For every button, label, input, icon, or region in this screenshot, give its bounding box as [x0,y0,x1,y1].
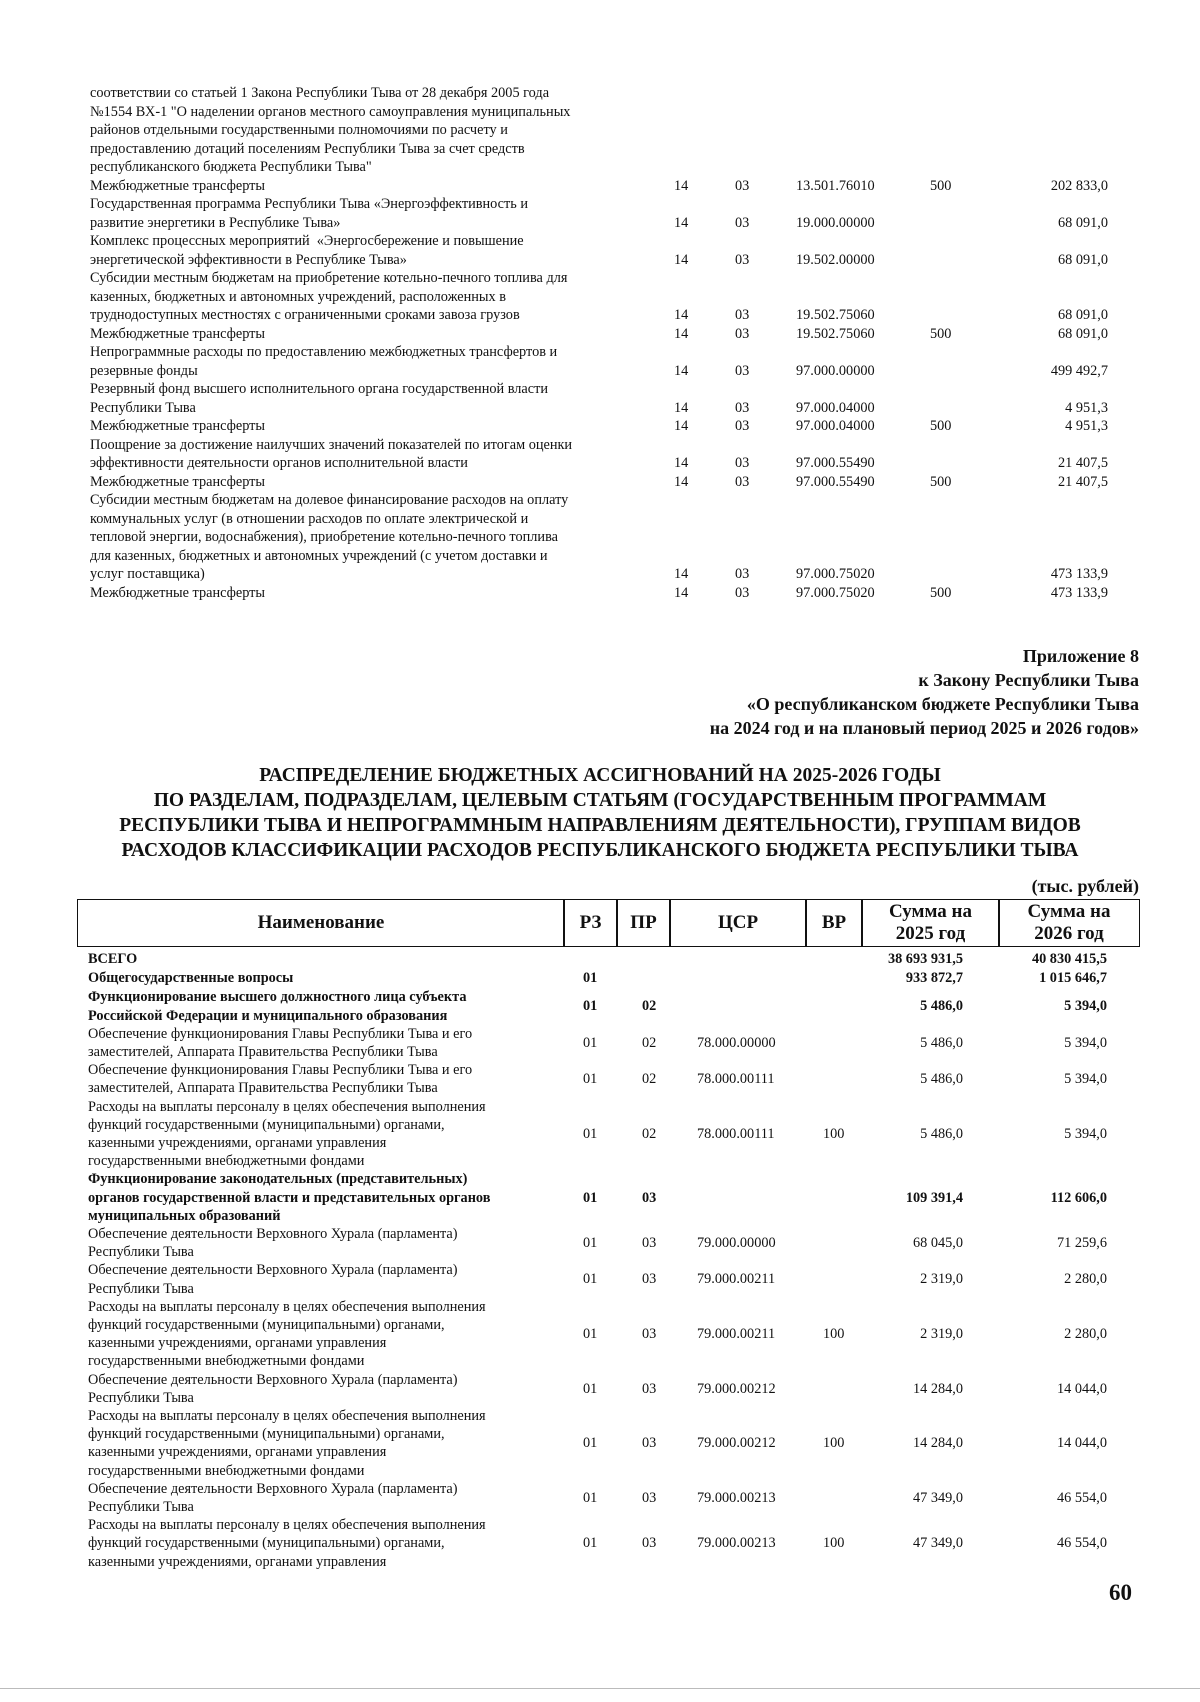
table-row [0,988,1200,1024]
row-pr: 03 [735,418,750,434]
row-name-line: Республики Тыва [88,1280,194,1297]
row-name-line: Межбюджетные трансферты [90,418,266,434]
row-rz: 01 [583,970,598,987]
row-csr: 97.000.04000 [796,418,875,434]
row-rz: 01 [583,1125,598,1142]
row-name-line: Расходы на выплаты персоналу в целях обеспечения выполнения [88,1298,486,1315]
row-sum-2026: 5 394,0 [1064,998,1107,1015]
title-line: ПО РАЗДЕЛАМ, ПОДРАЗДЕЛАМ, ЦЕЛЕВЫМ СТАТЬЯМ (ГОСУДАРСТВЕННЫМ ПРОГРАММАМ [153,790,1047,811]
header-sum-2026-line1: Сумма на [1027,901,1111,922]
row-sum-2025: 14 284,0 [912,1380,963,1397]
row-csr: 97.000.04000 [796,399,875,416]
row-name-line: Обеспечение деятельности Верховного Хурала (парламента) [88,1226,458,1242]
row-name-line: казенных, бюджетных и автономных учреждений, расположенных в [90,288,506,305]
row-vr: 100 [823,1326,845,1343]
row-name-line: резервные фонды [90,362,198,379]
table-row [0,195,1200,232]
row-pr: 03 [735,251,750,268]
table-row [0,84,1200,177]
appendix-line: Приложение 8 [1022,646,1139,666]
table-row [0,1098,1200,1171]
row-sum-2025: 68 045,0 [912,1235,963,1252]
row-rz: 14 [674,455,689,471]
row-csr: 19.502.75060 [796,325,875,342]
row-sum-2025: 933 872,7 [905,970,963,987]
row-sum-2025: 47 349,0 [912,1489,963,1506]
row-sum: 473 133,9 [1050,566,1108,582]
row-rz: 14 [674,325,689,342]
row-name-line: труднодоступных местностях с ограниченными сроками завоза грузов [90,307,520,323]
scan-edge-divider [0,1688,1200,1689]
row-name-line: развитие энергетики в Республике Тыва» [90,214,341,231]
row-sum: 68 091,0 [1057,251,1108,268]
row-name-line: муниципальных образований [88,1207,281,1224]
row-name-line: заместителей, Аппарата Правительства Республики Тыва [88,1043,438,1060]
row-sum-2025: 2 319,0 [920,1326,963,1343]
header-sum-2025-line1: Сумма на [889,901,972,922]
row-csr: 79.000.00213 [697,1535,776,1552]
row-name-line: №1554 ВХ-1 "О наделении органов местного самоуправления муниципальных [90,103,571,120]
row-csr: 79.000.00211 [697,1271,776,1288]
row-sum: 4 951,3 [1065,418,1108,434]
table-row [0,269,1200,325]
row-sum: 68 091,0 [1057,325,1108,342]
row-rz: 14 [674,251,689,268]
row-sum-2026: 5 394,0 [1064,1071,1107,1088]
row-pr: 02 [642,1125,657,1142]
row-pr: 03 [735,177,750,194]
row-sum-2025: 14 284,0 [912,1435,963,1452]
row-pr: 03 [735,214,750,231]
row-name-line: Обеспечение деятельности Верховного Хурала (парламента) [88,1371,458,1388]
row-name-line: республиканского бюджета Республики Тыва" [90,159,372,175]
row-name-line: государственными внебюджетными фондами [88,1153,365,1170]
row-rz: 01 [583,1535,598,1552]
row-csr: 97.000.75020 [796,566,875,582]
row-rz: 01 [583,1326,598,1343]
appendix-line: к Закону Республики Тыва [918,670,1139,690]
title-line: РАСХОДОВ КЛАССИФИКАЦИИ РАСХОДОВ РЕСПУБЛИКАНСКОГО БЮДЖЕТА РЕСПУБЛИКИ ТЫВА [121,840,1079,861]
row-sum: 473 133,9 [1050,584,1108,601]
header-csr: ЦСР [669,899,807,947]
row-rz: 14 [674,362,689,379]
row-rz: 01 [583,1271,598,1288]
header-name: Наименование [77,899,565,947]
row-sum-2025: 5 486,0 [920,998,963,1015]
row-name-line: тепловой энергии, водоснабжения), приобретение котельно-печного топлива [90,529,558,545]
table-row [0,491,1200,584]
row-sum-2026: 14 044,0 [1056,1380,1107,1397]
row-sum-2025: 38 693 931,5 [887,951,963,967]
row-sum-2025: 47 349,0 [912,1535,963,1552]
row-sum-2026: 1 015 646,7 [1039,970,1107,987]
row-name-line: казенными учреждениями, органами управления [88,1444,387,1461]
table-row [0,417,1200,436]
header-sum-2026 [998,899,1140,947]
row-name-line: Республики Тыва [90,399,196,416]
row-name-line: функций государственными (муниципальными) органами, [88,1116,445,1133]
row-name-line: функций государственными (муниципальными) органами, [88,1316,445,1333]
row-name-line: Функционирование высшего должностного лица субъекта [88,989,467,1006]
row-name-line: ВСЕГО [88,951,138,967]
row-sum-2026: 112 606,0 [1050,1189,1107,1206]
table-row [0,1298,1200,1371]
table-row [0,473,1200,492]
row-csr: 19.502.75060 [796,307,875,323]
row-rz: 01 [583,1380,598,1397]
row-name-line: Субсидии местным бюджетам на приобретение котельно-печного топлива для [90,270,568,286]
title-line: РЕСПУБЛИКИ ТЫВА И НЕПРОГРАММНЫМ НАПРАВЛЕНИЯМ ДЕЯТЕЛЬНОСТИ), ГРУППАМ ВИДОВ [119,815,1081,836]
row-name-line: функций государственными (муниципальными) органами, [88,1535,445,1552]
row-vr: 100 [823,1125,845,1142]
row-rz: 01 [583,1071,598,1088]
row-sum-2026: 71 259,6 [1056,1235,1107,1252]
table-row [0,343,1200,380]
row-sum-2025: 5 486,0 [920,1125,963,1142]
row-vr: 100 [823,1535,845,1552]
row-name-line: Республики Тыва [88,1498,194,1515]
row-name-line: Функционирование законодательных (представительных) [88,1171,468,1188]
row-name-line: энергетической эффективности в Республике Тыва» [90,251,407,268]
row-pr: 03 [735,566,750,582]
row-name-line: Поощрение за достижение наилучших значений показателей по итогам оценки [90,436,573,453]
row-sum: 68 091,0 [1057,307,1108,323]
row-name-line: заместителей, Аппарата Правительства Республики Тыва [88,1080,438,1097]
row-sum-2026: 5 394,0 [1064,1034,1107,1051]
row-rz: 14 [674,566,689,582]
row-name-line: Республики Тыва [88,1244,194,1261]
row-pr: 02 [642,998,657,1015]
row-name-line: Обеспечение функционирования Главы Республики Тыва и его [88,1025,473,1042]
row-sum-2025: 5 486,0 [920,1071,963,1088]
row-pr: 03 [642,1380,657,1397]
row-pr: 03 [642,1435,657,1452]
row-rz: 14 [674,473,689,490]
row-name-line: предоставлению дотаций поселениям Республики Тыва за счет средств [90,140,525,157]
row-rz: 14 [674,214,689,231]
appendix-line: на 2024 год и на плановый период 2025 и 2026 годов» [709,718,1139,738]
row-sum-2025: 2 319,0 [920,1271,963,1288]
table-row [0,1025,1200,1061]
row-csr: 97.000.55490 [796,473,875,490]
row-pr: 03 [642,1271,657,1288]
row-name-line: казенными учреждениями, органами управления [88,1134,387,1151]
row-name-line: Обеспечение деятельности Верховного Хурала (парламента) [88,1262,458,1279]
row-rz: 01 [583,1235,598,1252]
row-pr: 03 [735,325,750,342]
row-name-line: Межбюджетные трансферты [90,325,266,342]
row-name-line: для казенных, бюджетных и автономных учреждений (с учетом доставки и [90,547,548,564]
row-sum: 202 833,0 [1050,177,1108,194]
row-rz: 14 [674,584,689,601]
row-vr: 500 [930,177,952,194]
row-name-line: Обеспечение деятельности Верховного Хурала (парламента) [88,1480,458,1497]
page-number: 60 [1109,1580,1132,1605]
row-name-line: Государственная программа Республики Тыва «Энергоэффективность и [90,196,529,212]
row-name-line: Республики Тыва [88,1389,194,1406]
table-row [0,1480,1200,1516]
row-name-line: государственными внебюджетными фондами [88,1462,365,1479]
table-row [0,380,1200,417]
title-line: РАСПРЕДЕЛЕНИЕ БЮДЖЕТНЫХ АССИГНОВАНИЙ НА 2025-2026 ГОДЫ [259,765,941,786]
row-vr: 500 [930,584,952,601]
row-vr: 100 [823,1435,845,1452]
row-csr: 78.000.00000 [697,1034,776,1051]
row-name-line: Межбюджетные трансферты [90,584,266,601]
row-csr: 79.000.00212 [697,1435,776,1452]
row-name-line: Комплекс процессных мероприятий «Энергосбережение и повышение [90,233,524,249]
row-rz: 14 [674,177,689,194]
row-csr: 79.000.00213 [697,1489,776,1506]
row-sum: 21 407,5 [1057,455,1108,471]
table-row [0,177,1200,196]
row-name-line: Резервный фонд высшего исполнительного органа государственной власти [90,381,549,397]
row-name-line: Российской Федерации и муниципального образования [88,1007,448,1024]
row-pr: 03 [642,1535,657,1552]
table-row [0,1261,1200,1297]
row-csr: 79.000.00212 [697,1380,776,1397]
row-csr: 79.000.00000 [697,1235,776,1252]
row-name-line: Межбюджетные трансферты [90,473,266,490]
row-name-line: казенными учреждениями, органами управления [88,1553,387,1570]
row-rz: 01 [583,1034,598,1051]
header-sum-2025 [861,899,1000,947]
row-name-line: Расходы на выплаты персоналу в целях обеспечения выполнения [88,1098,486,1115]
row-rz: 14 [674,418,689,434]
row-name-line: эффективности деятельности органов исполнительной власти [90,455,468,471]
row-sum: 21 407,5 [1057,473,1108,490]
table-row [0,232,1200,269]
row-rz: 01 [583,998,598,1015]
table-row [0,1170,1200,1225]
row-pr: 02 [642,1071,657,1088]
row-name-line: соответствии со статьей 1 Закона Республики Тыва от 28 декабря 2005 года [90,85,550,101]
row-name-line: Непрограммные расходы по предоставлению межбюджетных трансфертов и [90,344,558,360]
row-name-line: коммунальных услуг (в отношении расходов по оплате электрической и [90,510,529,527]
row-name-line: Обеспечение функционирования Главы Республики Тыва и его [88,1062,473,1079]
row-rz: 14 [674,307,689,323]
row-name-line: услуг поставщика) [90,566,205,582]
row-pr: 03 [642,1489,657,1506]
header-vr: ВР [805,899,863,947]
row-name-line: казенными учреждениями, органами управления [88,1335,387,1352]
row-csr: 19.000.00000 [796,214,875,231]
row-csr: 79.000.00211 [697,1326,776,1343]
row-sum-2025: 5 486,0 [920,1034,963,1051]
row-sum: 68 091,0 [1057,214,1108,231]
row-sum-2026: 40 830 415,5 [1031,951,1107,967]
row-csr: 97.000.55490 [796,455,875,471]
row-name-line: Расходы на выплаты персоналу в целях обеспечения выполнения [88,1517,486,1534]
table-row [0,436,1200,473]
row-pr: 03 [642,1326,657,1343]
row-sum-2025: 109 391,4 [905,1189,963,1206]
row-rz: 01 [583,1189,598,1206]
row-pr: 02 [642,1034,657,1051]
row-csr: 78.000.00111 [697,1125,775,1142]
row-name-line: районов отдельными государственными полномочиями по расчету и [90,122,508,138]
table-row [0,584,1200,603]
row-pr: 03 [642,1189,657,1206]
row-vr: 500 [930,325,952,342]
header-pr: ПР [616,899,671,947]
row-rz: 14 [674,399,689,416]
row-name-line: Межбюджетные трансферты [90,177,266,194]
row-name-line: государственными внебюджетными фондами [88,1353,365,1370]
row-name-line: Общегосударственные вопросы [88,970,294,987]
row-pr: 03 [735,455,750,471]
row-vr: 500 [930,473,952,490]
row-rz: 01 [583,1489,598,1506]
row-name-line: Расходы на выплаты персоналу в целях обеспечения выполнения [88,1408,486,1424]
row-name-line: органов государственной власти и представительных органов [88,1189,491,1206]
units-label: (тыс. рублей) [1031,876,1139,896]
document-title [60,763,1140,863]
row-name-line: функций государственными (муниципальными) органами, [88,1426,445,1443]
table-row [0,1407,1200,1480]
appendix-reference [710,644,1139,740]
header-sum-2026-line2: 2026 год [1034,923,1104,944]
table-row [0,1516,1200,1571]
table-row [0,325,1200,344]
row-pr: 03 [735,399,750,416]
row-rz: 01 [583,1435,598,1452]
header-rz: РЗ [563,899,618,947]
row-csr: 97.000.75020 [796,584,875,601]
row-sum-2026: 5 394,0 [1064,1125,1107,1142]
row-sum-2026: 46 554,0 [1056,1535,1107,1552]
row-csr: 19.502.00000 [796,251,875,268]
row-csr: 97.000.00000 [796,362,875,379]
row-sum-2026: 2 280,0 [1064,1271,1107,1288]
row-pr: 03 [735,584,750,601]
row-pr: 03 [735,307,750,323]
row-pr: 03 [642,1235,657,1252]
table-row [0,969,1200,988]
table-row [0,950,1200,969]
row-sum-2026: 14 044,0 [1056,1435,1107,1452]
row-sum: 4 951,3 [1065,399,1108,416]
row-sum-2026: 2 280,0 [1064,1326,1107,1343]
row-pr: 03 [735,362,750,379]
row-name-line: Субсидии местным бюджетам на долевое финансирование расходов на оплату [90,492,569,508]
row-sum: 499 492,7 [1050,362,1108,379]
appendix-line: «О республиканском бюджете Республики Тыва [746,694,1139,714]
row-csr: 78.000.00111 [697,1071,775,1088]
row-sum-2026: 46 554,0 [1056,1489,1107,1506]
table-row [0,1061,1200,1097]
table-row [0,1225,1200,1261]
header-sum-2025-line2: 2025 год [895,923,966,944]
row-pr: 03 [735,473,750,490]
row-vr: 500 [930,418,952,434]
table-row [0,1371,1200,1407]
row-csr: 13.501.76010 [796,177,875,194]
